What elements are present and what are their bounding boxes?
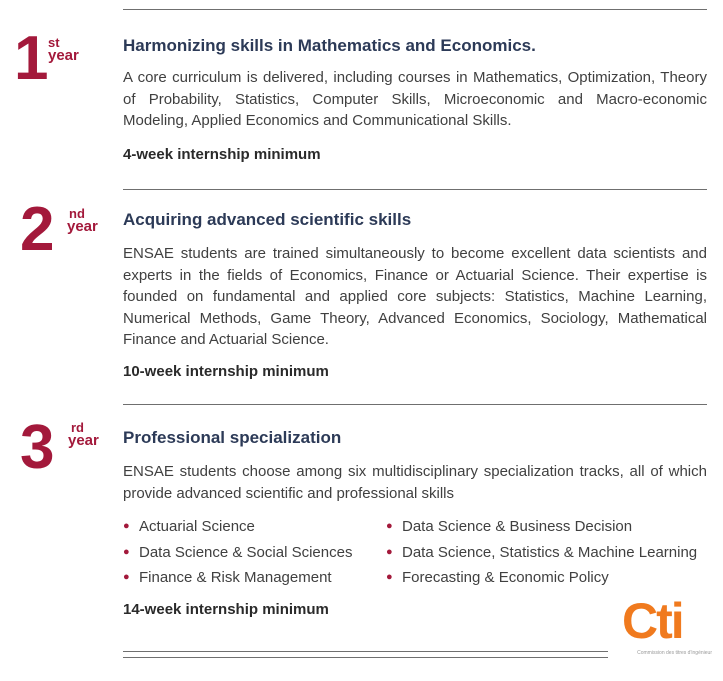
bullet-icon: ●	[123, 571, 130, 583]
year-1-suffix: st	[48, 35, 60, 50]
cti-logo	[618, 593, 712, 676]
year-1-internship: 4-week internship minimum	[123, 146, 321, 163]
track-item: ● Data Science & Business Decision	[386, 516, 707, 538]
track-item: ● Actuarial Science	[123, 516, 386, 538]
divider-year-1-2	[123, 189, 707, 190]
bullet-icon: ●	[386, 520, 393, 532]
year-3-heading: Professional specialization	[123, 428, 342, 447]
year-2-heading: Acquiring advanced scientific skills	[123, 210, 412, 229]
cti-logo-caption: Commission des titres d'ingénieur	[637, 650, 712, 656]
year-2-word: year	[67, 218, 98, 235]
track-item: ● Data Science & Social Sciences	[123, 542, 386, 564]
year-3-suffix: rd	[71, 420, 84, 435]
bullet-icon: ●	[386, 545, 393, 558]
specialization-track-list	[123, 516, 707, 589]
track-item: ● Forecasting & Economic Policy	[386, 567, 707, 589]
year-1-description: A core curriculum is delivered, including courses in Mathematics, Optimization, Theory of Probability, Statistics, Computer Skills, Microeconomic and Macro-economic Modeling, Applied Economics and Communicational Skills.	[123, 69, 707, 129]
bullet-icon: ●	[123, 520, 130, 532]
divider-bottom-upper	[123, 651, 608, 652]
track-item: ● Finance & Risk Management	[123, 567, 386, 589]
cti-logo-word: Cti	[622, 593, 683, 649]
year-3-description: ENSAE students choose among six multidisciplinary specialization tracks, all of which provide advanced scientific and professional skills	[123, 463, 707, 502]
bullet-icon: ●	[123, 545, 130, 558]
year-1-word: year	[48, 47, 79, 64]
year-1-heading: Harmonizing skills in Mathematics and Economics.	[123, 36, 536, 55]
year-3-word: year	[68, 432, 99, 449]
bullet-icon: ●	[386, 571, 393, 583]
divider-top	[123, 9, 707, 10]
year-2-description: ENSAE students are trained simultaneously to become excellent data scientists and experts in the fields of Economics, Finance or Actuarial Science. Their expertise is founded on fundamental and applied core subjects: Statistics, Machine Learning, Numerical Methods, Game Theory, Advanced Economics, Sociology, Mathematical Finance and Actuarial Science.	[123, 245, 707, 348]
year-2-suffix: nd	[69, 206, 85, 221]
year-2-internship: 10-week internship minimum	[123, 363, 329, 380]
track-item: ● Data Science, Statistics & Machine Learning	[386, 542, 707, 564]
year-3-number: 3	[20, 413, 53, 482]
divider-year-2-3	[123, 404, 707, 405]
year-2-number: 2	[20, 195, 53, 264]
year-1-number: 1	[14, 24, 47, 93]
year-3-internship: 14-week internship minimum	[123, 601, 329, 618]
divider-bottom-lower	[123, 657, 608, 658]
